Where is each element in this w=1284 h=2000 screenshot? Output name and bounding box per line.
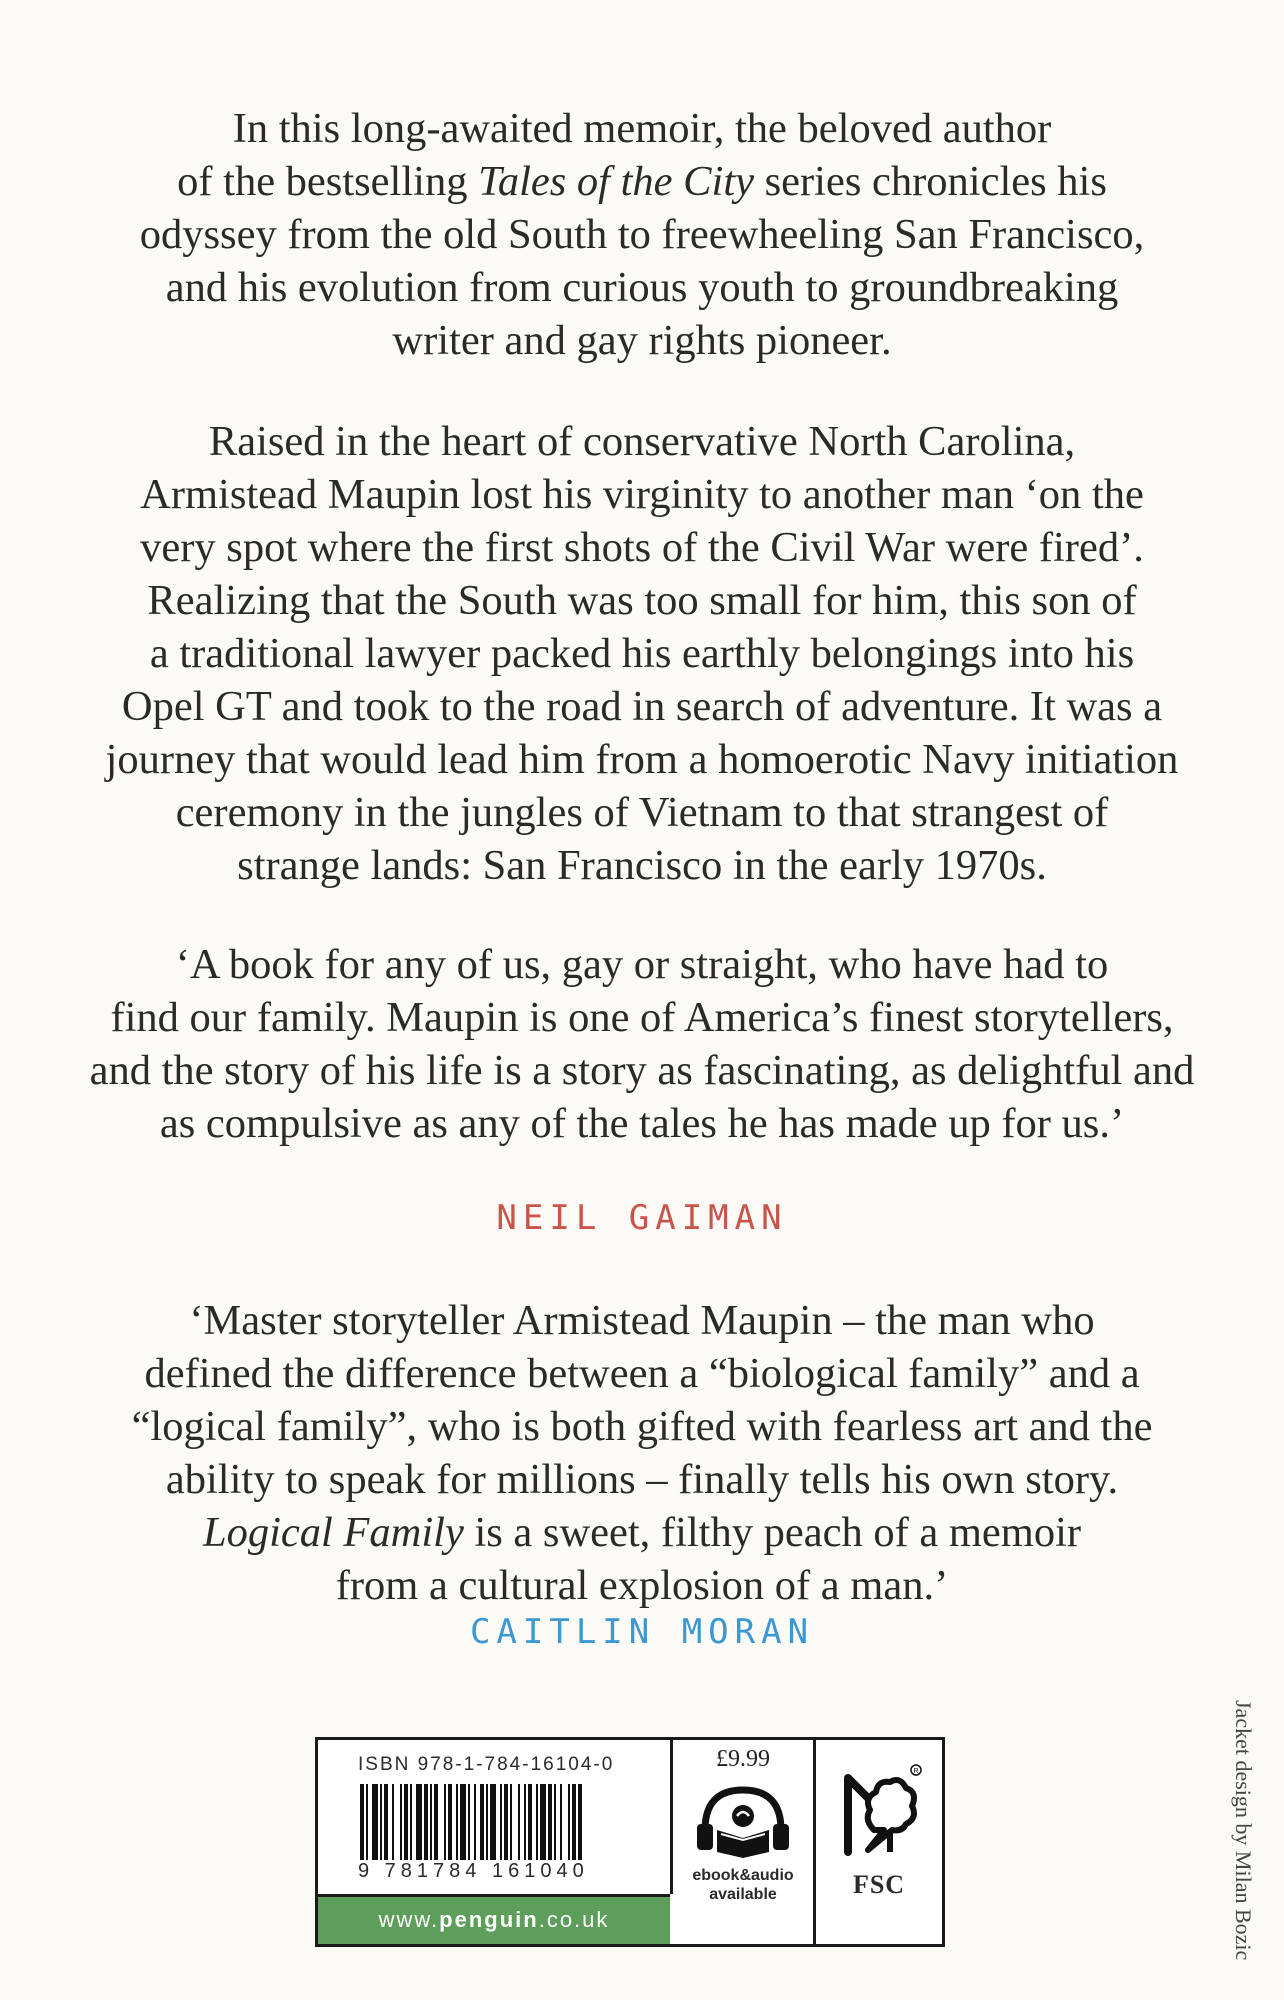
blurb-line: Raised in the heart of conservative North Carolina, <box>208 418 1076 465</box>
quote-line: defined the difference between a “biological family” and a <box>144 1350 1140 1397</box>
quote-line: as compulsive as any of the tales he has made up for us.’ <box>159 1100 1125 1147</box>
blurb-line: and his evolution from curious youth to groundbreaking <box>165 264 1119 311</box>
quote-line: “logical family”, who is both gifted with fearless art and the <box>131 1403 1153 1450</box>
barcode-bar <box>430 1784 432 1860</box>
quote-line <box>60 1506 1224 1559</box>
ebook-audio-label <box>673 1866 813 1904</box>
signature-caitlin-moran: CAITLIN MORAN <box>469 1612 815 1652</box>
barcode-bar <box>524 1784 526 1860</box>
fsc-cell <box>816 1740 942 1944</box>
barcode-bar <box>468 1784 470 1860</box>
barcode-digits: 9 781784 161040 <box>358 1860 589 1882</box>
blurb-text: series chronicles his <box>754 158 1107 205</box>
review-quote-2 <box>60 1294 1224 1612</box>
blurb-line: odyssey from the old South to freewheeling San Francisco, <box>139 211 1145 258</box>
barcode-bar <box>456 1784 458 1860</box>
blurb-line: journey that would lead him from a homoerotic Navy initiation <box>105 736 1179 783</box>
book-title-logical-family: Logical Family <box>202 1509 464 1556</box>
blurb-paragraph-1 <box>60 102 1224 367</box>
blurb-line: Opel GT and took to the road in search of adventure. It was a <box>121 683 1163 730</box>
blurb-line: strange lands: San Francisco in the early 1970s. <box>237 842 1047 889</box>
barcode-bar <box>548 1784 552 1860</box>
barcode-bar <box>444 1784 446 1860</box>
barcode-bar <box>540 1784 546 1860</box>
barcode-panel <box>315 1737 945 1947</box>
barcode-bar <box>434 1784 438 1860</box>
quote-line: ability to speak for millions – finally tells his own story. <box>165 1456 1119 1503</box>
barcode-graphic <box>358 1784 634 1860</box>
blurb-line <box>60 155 1224 208</box>
barcode-cell <box>318 1740 673 1894</box>
barcode-bar <box>490 1784 496 1860</box>
website-suffix: .co.uk <box>538 1907 610 1932</box>
barcode-bar <box>416 1784 422 1860</box>
barcode-bar <box>410 1784 412 1860</box>
barcode-bar <box>372 1784 378 1860</box>
blurb-line: a traditional lawyer packed his earthly belongings into his <box>149 630 1135 677</box>
ebook-audio-icon <box>693 1782 793 1862</box>
fsc-label: FSC <box>852 1870 906 1899</box>
svg-text:R: R <box>913 1768 919 1775</box>
barcode-bar <box>380 1784 382 1860</box>
website-prefix: www. <box>378 1907 440 1932</box>
review-quote-1 <box>60 938 1224 1150</box>
barcode-bar <box>560 1784 562 1860</box>
barcode-bar <box>572 1784 576 1860</box>
quote-line: and the story of his life is a story as fascinating, as delightful and <box>89 1047 1195 1094</box>
blurb-line: In this long-awaited memoir, the beloved author <box>232 105 1052 152</box>
barcode-bar <box>404 1784 408 1860</box>
barcode-bar <box>518 1784 520 1860</box>
barcode-bar <box>554 1784 556 1860</box>
barcode-bar <box>568 1784 570 1860</box>
barcode-bar <box>400 1784 402 1860</box>
barcode-bar <box>384 1784 388 1860</box>
barcode-bar <box>500 1784 502 1860</box>
barcode-bar <box>448 1784 452 1860</box>
blurb-line: writer and gay rights pioneer. <box>392 317 892 364</box>
price-label: £9.99 <box>716 1746 770 1772</box>
barcode-bar <box>578 1784 582 1860</box>
barcode-bar <box>486 1784 488 1860</box>
barcode-bar <box>528 1784 532 1860</box>
blurb-text: of the bestselling <box>177 158 479 205</box>
barcode-bar <box>510 1784 512 1860</box>
barcode-bar <box>480 1784 484 1860</box>
website-brand: penguin <box>439 1907 539 1932</box>
barcode-bar <box>536 1784 538 1860</box>
barcode-bar <box>360 1784 364 1860</box>
website-bar[interactable] <box>318 1894 670 1944</box>
barcode-bar <box>424 1784 428 1860</box>
barcode-bar <box>392 1784 394 1860</box>
isbn-label: ISBN 978-1-784-16104-0 <box>358 1754 615 1775</box>
quote-line: from a cultural explosion of a man.’ <box>335 1562 949 1609</box>
blurb-line: Realizing that the South was too small for him, this son of <box>147 577 1137 624</box>
quote-line: ‘Master storyteller Armistead Maupin – the man who <box>189 1297 1095 1344</box>
quote-line: find our family. Maupin is one of America’s finest storytellers, <box>110 994 1174 1041</box>
quote-line: ‘A book for any of us, gay or straight, who have had to <box>175 941 1109 988</box>
barcode-bar <box>474 1784 476 1860</box>
ebook-line-2: available <box>709 1886 777 1903</box>
blurb-line: very spot where the first shots of the Civil War were fired’. <box>140 524 1144 571</box>
barcode-bar <box>504 1784 508 1860</box>
book-title-tales-of-the-city: Tales of the City <box>478 158 754 205</box>
barcode-bar <box>460 1784 466 1860</box>
ebook-line-1: ebook&audio <box>692 1867 794 1884</box>
blurb-line: Armistead Maupin lost his virginity to another man ‘on the <box>140 471 1144 518</box>
fsc-tree-icon <box>834 1760 924 1865</box>
barcode-bar <box>366 1784 368 1860</box>
blurb-paragraph-2 <box>60 415 1224 892</box>
jacket-design-credit: Jacket design by Milan Bozic <box>1231 1700 1256 1961</box>
signature-neil-gaiman: NEIL GAIMAN <box>496 1198 788 1238</box>
quote-text: is a sweet, filthy peach of a memoir <box>463 1509 1082 1556</box>
price-ebook-cell <box>673 1740 816 1944</box>
blurb-line: ceremony in the jungles of Vietnam to that strangest of <box>175 789 1109 836</box>
